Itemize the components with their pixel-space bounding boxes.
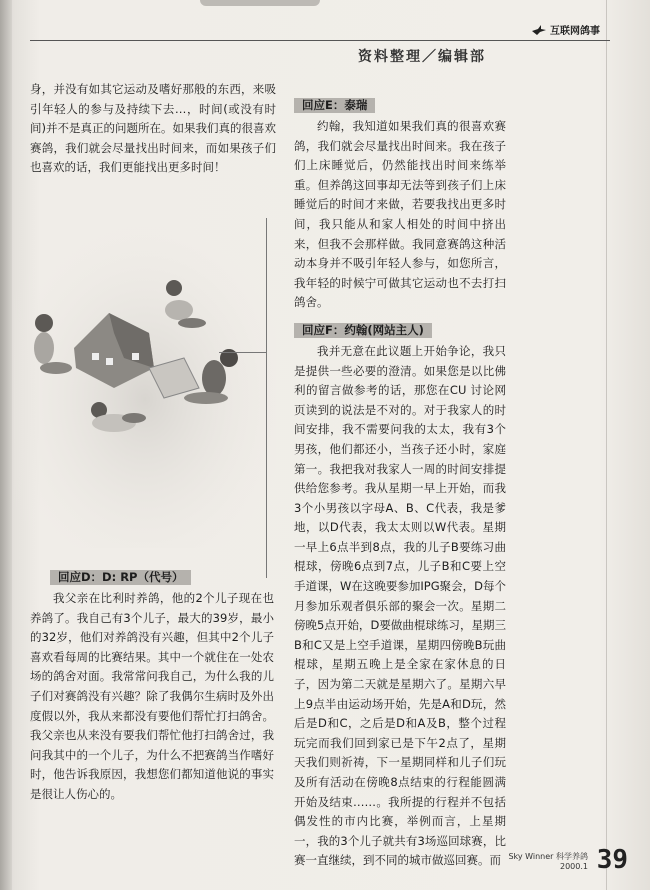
illustration-family-house — [14, 218, 276, 548]
header-rule — [30, 40, 610, 41]
right-column — [294, 96, 506, 871]
response-f-body: 我并无意在此议题上开始争论，我只是提供一些必要的澄清。如果您是以比佛利的留言做参考的话，那您在CU 讨论网页读到的说法是不对的。对于我家人的时间安排，我不需要问我的太太，我有3个男孩，他们都还小，当孩子还小时，家庭第一。我把我对我家人一周的时间安排提供给您参考。我从星期一早上开始，而我3个小男孩以字母A、B、C代表，我是爹地，以D代表，我太太则以W代表。星期一早上6点半到8点，我的儿子B要练习曲棍球，傍晚6点到7点，儿子B和C要上空手道课，W在这晚要参加IPG聚会，D每个月参加乐观者俱乐部的聚会一次。星期二傍晚5点开始，D要做曲棍球练习，星期三B和C又是上空手道课，星期四傍晚B玩曲棍球，星期五晚上是全家在家休息的日子，因为第二天就是星期六了。星期六早上9点半由运动场开始，先是A和D玩，然后是D和C，之后是D和A及B，整个过程玩完而我们回到家已是下午2点了，星期天我们则祈祷，下一星期同样和儿子们玩及所有活动在傍晚8点结束的行程能圆满开始及结束……。我所提的行程并不包括偶发性的市内比赛，举例而言，上星期一，我的3个儿子就共有3场巡回球赛，比赛一直继续，到不同的城市做巡回赛。而 — [294, 343, 506, 868]
response-f-heading: 回应F：约翰(网站主人) — [294, 323, 432, 338]
pigeon-icon — [532, 25, 546, 35]
footer-date: 2000.1 — [560, 862, 588, 871]
section-tag: 资料整理／编辑部 — [358, 49, 486, 65]
footer-brand-name: Sky Winner 科学养鸽 — [508, 852, 588, 861]
page-binding-shadow — [0, 0, 12, 890]
top-decoration — [200, 0, 320, 6]
page-number: 39 — [596, 845, 628, 875]
header-logo — [532, 22, 600, 37]
callout-line-horizontal — [219, 352, 267, 353]
footer-brand — [508, 852, 588, 872]
intro-paragraph: 身，并没有如其它运动及嗜好那般的东西，来吸引年轻人的参与及持续下去…，时间(或没有时间)并不是真正的问题所在。如果我们真的很喜欢赛鸽，我们就会尽量找出时间来，而如果孩子们也喜欢的话，我们更能找出更多时间！ — [30, 82, 276, 175]
callout-line-vertical — [266, 218, 267, 578]
response-e-body: 约翰，我知道如果我们真的很喜欢赛鸽，我们就会尽量找出时间来。我在孩子们上床睡觉后，仍然能找出时间来练举重。但养鸽这回事却无法等到孩子们上床睡觉后的时间才来做，若要我找出更多时间，我只能从和家人相处的时间中挤出来，但我不会那样做。我同意赛鸽这种活动本身并不吸引年轻人参与，如您所言，我年轻的时候宁可做其它运动也不去打扫鸽舍。 — [294, 119, 506, 310]
left-intro-column — [30, 80, 276, 178]
response-d-body: 我父亲在比利时养鸽，他的2个儿子现在也养鸽了。我自己有3个儿子，最大的39岁，最小的32岁，他们对养鸽没有兴趣，但其中2个儿子喜欢看每周的比赛结果。其中一个就住在一处农场的鸽舍对面。我常常问我自己，为什么我的儿子们对赛鸽没有兴趣？除了我偶尔生病时及外出度假以外，我从来都没有要他们帮忙打扫鸽舍。我父亲也从来没有要我们帮忙他打扫鸽舍过，我问我其中的一个儿子，为什么不把赛鸽当作嗜好时，他告诉我原因，我想您们都知道他说的事实是很让人伤心的。 — [30, 591, 274, 801]
response-d-column — [30, 568, 274, 805]
margin-line — [606, 0, 607, 890]
response-e-heading: 回应E：泰瑞 — [294, 98, 375, 113]
logo-text: 互联网鸽事 — [550, 26, 600, 37]
response-d-heading: 回应D：D: RP（代号） — [50, 570, 191, 585]
